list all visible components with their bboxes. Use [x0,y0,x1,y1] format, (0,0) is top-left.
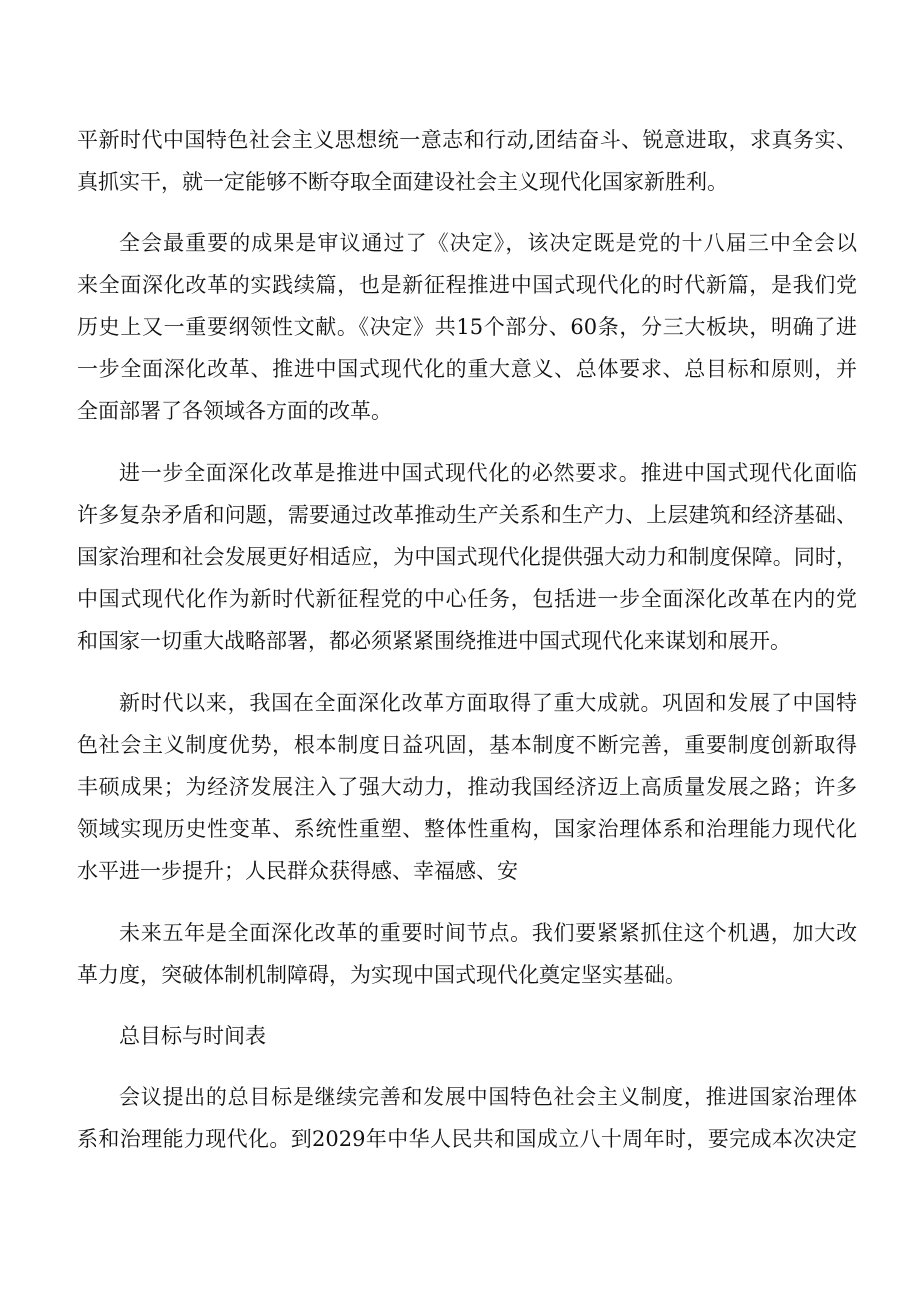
text-line: 全会最重要的成果是审议通过了《决定》，该决定既是党的十八届三中全会以 [119,231,857,255]
paragraph [77,119,857,203]
text-line: 领域实现历史性变革、系统性重塑、整体性重构，国家治理体系和治理能力现代化 [77,817,857,841]
paragraph [77,912,857,996]
paragraph [77,1076,857,1160]
text-line: 革力度，突破体制机制障碍，为实现中国式现代化奠定坚实基础。 [77,963,686,987]
text-line: 未来五年是全面深化改革的重要时间节点。我们要紧紧抓住这个机遇，加大改 [119,921,857,945]
section-heading [77,1015,857,1057]
text-line: 许多复杂矛盾和问题，需要通过改革推动生产关系和生产力、上层建筑和经济基础、 [77,503,857,527]
text-line: 中国式现代化作为新时代新征程党的中心任务，包括进一步全面深化改革在内的党 [77,587,857,611]
heading-text: 总目标与时间表 [119,1024,266,1048]
text-line: 丰硕成果；为经济发展注入了强大动力，推动我国经济迈上高质量发展之路；许多 [77,775,857,799]
text-line: 系和治理能力现代化。到2029年中华人民共和国成立八十周年时，要完成本次决定 [77,1127,857,1151]
text-line: 色社会主义制度优势，根本制度日益巩固，基本制度不断完善，重要制度创新取得 [77,733,857,757]
text-line: 进一步全面深化改革是推进中国式现代化的必然要求。推进中国式现代化面临 [119,461,857,485]
paragraph [77,222,857,432]
paragraph [77,682,857,892]
text-line: 一步全面深化改革、推进中国式现代化的重大意义、总体要求、总目标和原则，并 [77,357,857,381]
text-line: 会议提出的总目标是继续完善和发展中国特色社会主义制度，推进国家治理体 [119,1085,857,1109]
text-line: 水平进一步提升；人民群众获得感、幸福感、安 [77,859,518,883]
text-line: 新时代以来，我国在全面深化改革方面取得了重大成就。巩固和发展了中国特 [119,691,857,715]
text-line: 国家治理和社会发展更好相适应，为中国式现代化提供强大动力和制度保障。同时， [77,545,857,569]
text-line: 全面部署了各领域各方面的改革。 [77,399,392,423]
text-line: 真抓实干，就一定能够不断夺取全面建设社会主义现代化国家新胜利。 [77,170,728,194]
text-line: 平新时代中国特色社会主义思想统一意志和行动,团结奋斗、锐意进取，求真务实、 [77,128,857,152]
text-line: 和国家一切重大战略部署，都必须紧紧围绕推进中国式现代化来谋划和展开。 [77,629,791,653]
text-line: 来全面深化改革的实践续篇，也是新征程推进中国式现代化的时代新篇，是我们党 [77,273,857,297]
text-line: 历史上又一重要纲领性文献。《决定》共15个部分、60条，分三大板块，明确了进 [77,315,857,339]
paragraph [77,452,857,662]
